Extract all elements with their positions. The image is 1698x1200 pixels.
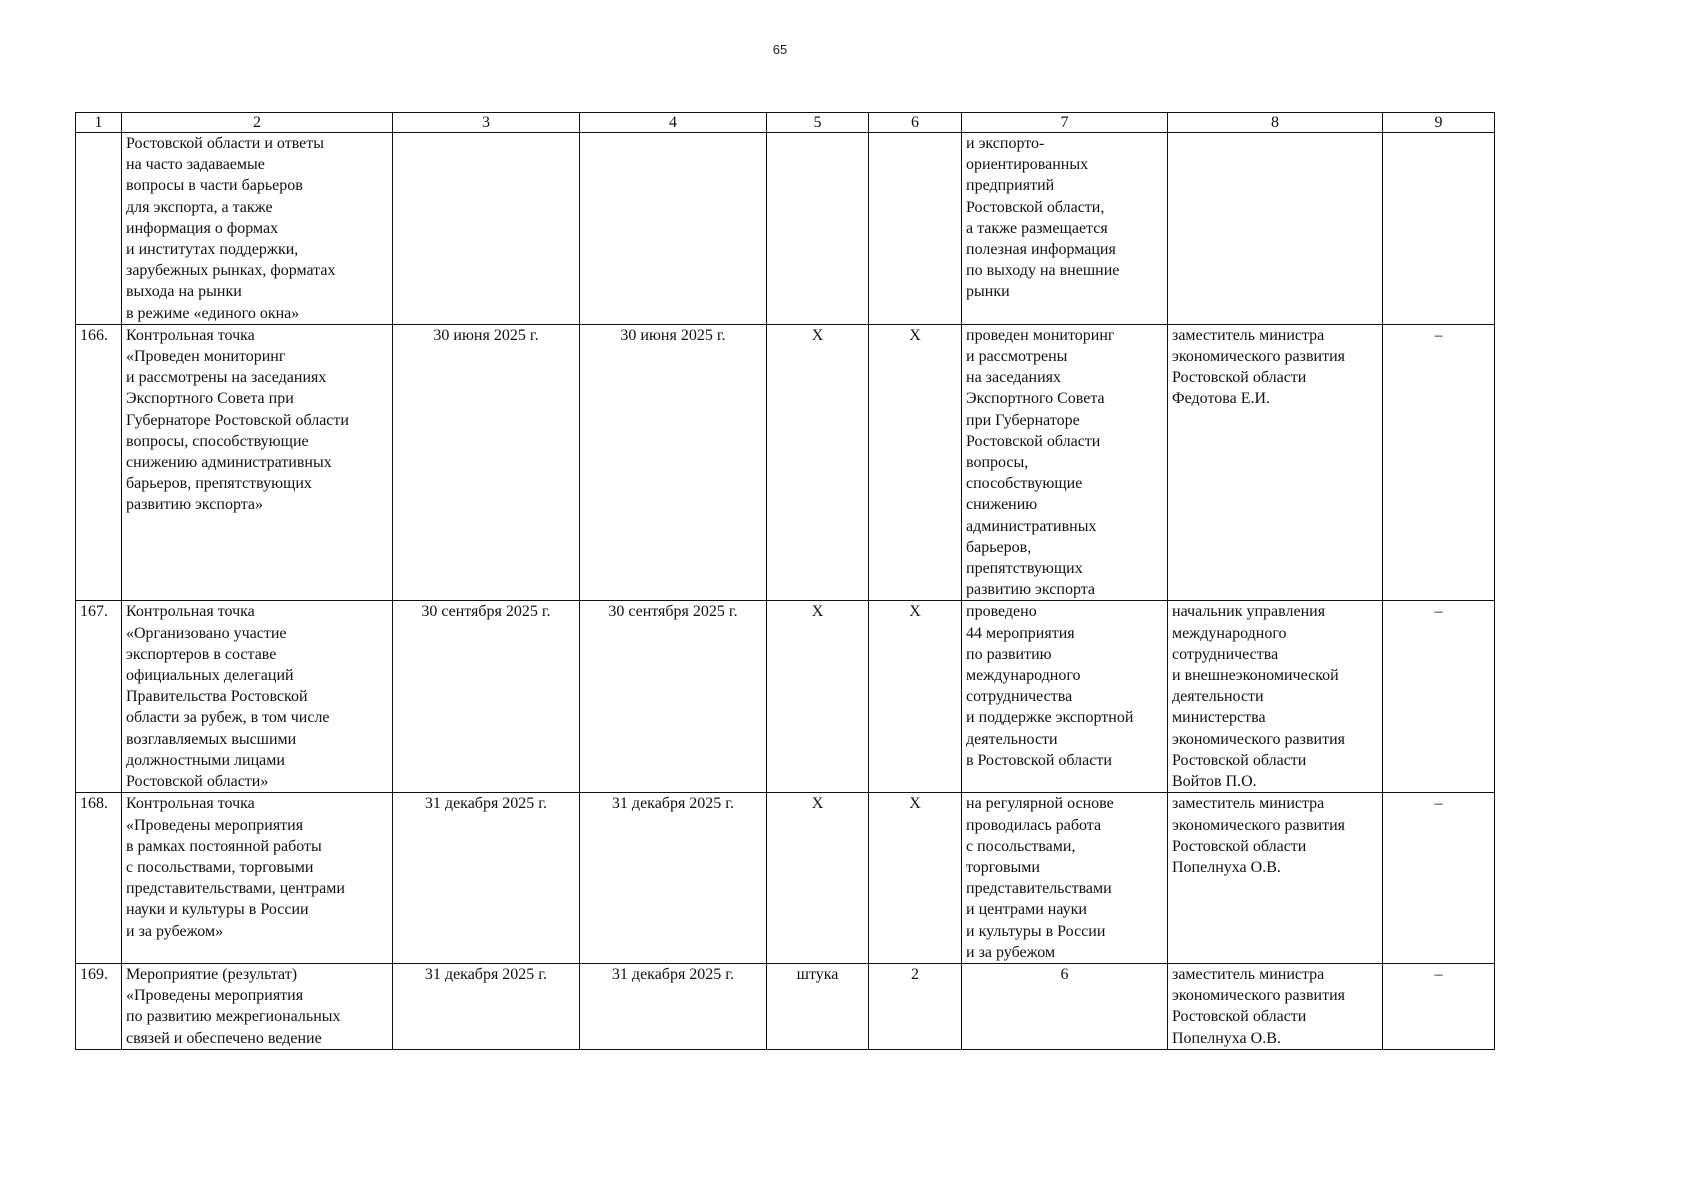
column-header: 3 — [393, 113, 580, 133]
result-text: проведен мониторинг и рассмотрены на заседаниях Экспортного Совета при Губернаторе Ростовской области вопросы, способствующие снижению административных барьеров, препятствующих развитию экспорта — [962, 324, 1168, 601]
responsible — [1168, 133, 1383, 325]
unit: Х — [767, 793, 869, 964]
note — [1383, 133, 1495, 325]
responsible: заместитель министра экономического развития Ростовской области Федотова Е.И. — [1168, 324, 1383, 601]
start-date: 31 декабря 2025 г. — [393, 963, 580, 1049]
column-number-row — [76, 113, 1495, 133]
start-date: 30 июня 2025 г. — [393, 324, 580, 601]
result-text: и экспорто- ориентированных предприятий Ростовской области, а также размещается полезная информация по выходу на внешние рынки — [962, 133, 1168, 325]
row-number: 168. — [76, 793, 122, 964]
responsible: начальник управления международного сотрудничества и внешнеэкономической деятельности министерства экономического развития Ростовской области Войтов П.О. — [1168, 601, 1383, 793]
column-header: 4 — [580, 113, 767, 133]
item-name: Мероприятие (результат) «Проведены мероприятия по развитию межрегиональных связей и обеспечено ведение — [122, 963, 393, 1049]
row-number: 167. — [76, 601, 122, 793]
report-table — [75, 112, 1495, 1050]
column-header: 7 — [962, 113, 1168, 133]
planned-value: 2 — [869, 963, 962, 1049]
note: – — [1383, 324, 1495, 601]
end-date: 31 декабря 2025 г. — [580, 963, 767, 1049]
note: – — [1383, 963, 1495, 1049]
table-row — [76, 601, 1495, 793]
item-name: Контрольная точка «Проведен мониторинг и рассмотрены на заседаниях Экспортного Совета при Губернаторе Ростовской области вопросы, способствующие снижению административных барьеров, препятствующих развитию экспорта» — [122, 324, 393, 601]
table-row — [76, 324, 1495, 601]
result-text: 6 — [962, 963, 1168, 1049]
unit — [767, 133, 869, 325]
column-header: 9 — [1383, 113, 1495, 133]
column-header: 5 — [767, 113, 869, 133]
item-name: Контрольная точка «Организовано участие экспортеров в составе официальных делегаций Правительства Ростовской области за рубеж, в том числе возглавляемых высшими должностными лицами Ростовской области» — [122, 601, 393, 793]
end-date: 31 декабря 2025 г. — [580, 793, 767, 964]
planned-value: Х — [869, 601, 962, 793]
table-row — [76, 793, 1495, 964]
column-header: 1 — [76, 113, 122, 133]
column-header: 6 — [869, 113, 962, 133]
page-number: 65 — [772, 42, 788, 57]
unit: штука — [767, 963, 869, 1049]
start-date — [393, 133, 580, 325]
row-number — [76, 133, 122, 325]
row-number: 169. — [76, 963, 122, 1049]
table-row — [76, 133, 1495, 325]
planned-value — [869, 133, 962, 325]
note: – — [1383, 793, 1495, 964]
result-text: проведено 44 мероприятия по развитию международного сотрудничества и поддержке экспортной деятельности в Ростовской области — [962, 601, 1168, 793]
planned-value: Х — [869, 793, 962, 964]
end-date — [580, 133, 767, 325]
item-name: Ростовской области и ответы на часто задаваемые вопросы в части барьеров для экспорта, а также информация о формах и институтах поддержки, зарубежных рынках, форматах выхода на рынки в режиме «единого окна» — [122, 133, 393, 325]
column-header: 2 — [122, 113, 393, 133]
responsible: заместитель министра экономического развития Ростовской области Попелнуха О.В. — [1168, 793, 1383, 964]
item-name: Контрольная точка «Проведены мероприятия в рамках постоянной работы с посольствами, торговыми представительствами, центрами науки и культуры в России и за рубежом» — [122, 793, 393, 964]
start-date: 30 сентября 2025 г. — [393, 601, 580, 793]
row-number: 166. — [76, 324, 122, 601]
result-text: на регулярной основе проводилась работа с посольствами, торговыми представительствами и центрами науки и культуры в России и за рубежом — [962, 793, 1168, 964]
table-row — [76, 963, 1495, 1049]
planned-value: Х — [869, 324, 962, 601]
column-header: 8 — [1168, 113, 1383, 133]
note: – — [1383, 601, 1495, 793]
responsible: заместитель министра экономического развития Ростовской области Попелнуха О.В. — [1168, 963, 1383, 1049]
unit: Х — [767, 601, 869, 793]
unit: Х — [767, 324, 869, 601]
end-date: 30 июня 2025 г. — [580, 324, 767, 601]
start-date: 31 декабря 2025 г. — [393, 793, 580, 964]
end-date: 30 сентября 2025 г. — [580, 601, 767, 793]
